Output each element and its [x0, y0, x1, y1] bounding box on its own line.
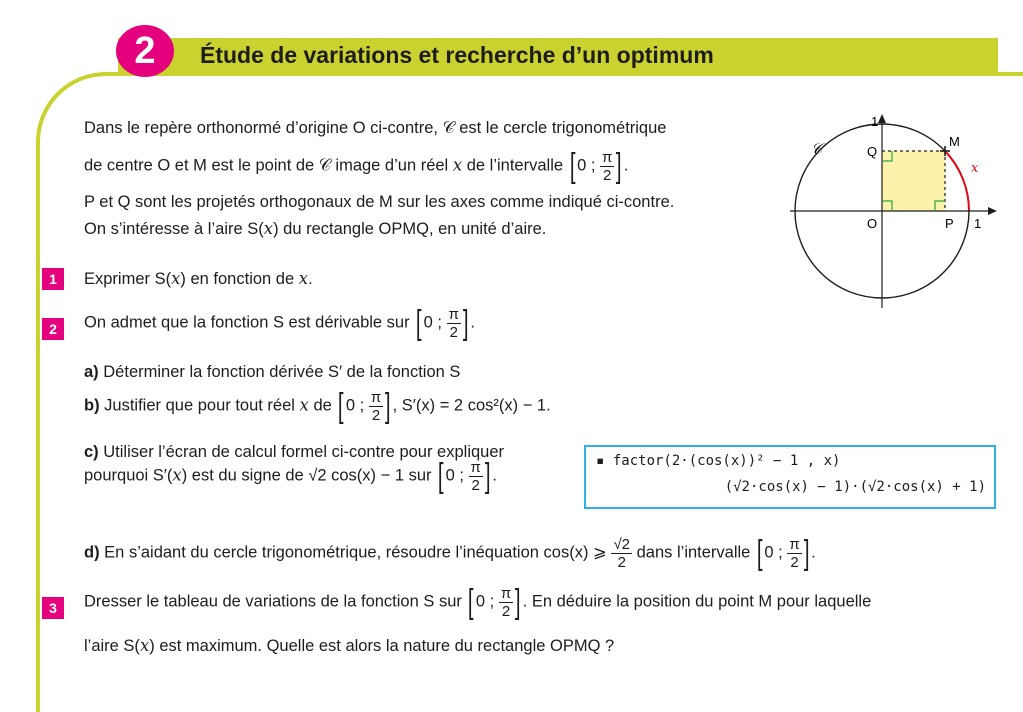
question-1-text: Exprimer S(x) en fonction de x.: [84, 269, 313, 288]
arc-x: [945, 151, 969, 211]
intro-line-1: Dans le repère orthonormé d’origine O ci-contre, 𝒞 est le cercle trigonométrique: [84, 119, 667, 137]
cas-input: ▪ factor(2·(cos(x))² − 1 , x): [596, 453, 841, 469]
label-1-x: 1: [974, 216, 982, 231]
question-2c-line-2: pourquoi S′(x) est du signe de √2 cos(x) − 1 sur [ 0 ; $\frac{\pi}{2}$ ] .: [84, 457, 497, 495]
question-3-line-1: Dresser le tableau de variations de la fonction S sur [ 0 ; $\frac{\pi}{2}$ ] . En déduire la position du point M pour laquelle: [84, 583, 872, 621]
trig-circle-figure: [785, 108, 1005, 318]
label-x-arc: x: [971, 161, 979, 176]
cas-screen: [584, 445, 996, 509]
question-3-badge: 3: [42, 597, 64, 619]
label-M: M: [949, 134, 960, 149]
label-O: O: [867, 216, 878, 231]
question-3-line-2: l’aire S(x) est maximum. Quelle est alors la nature du rectangle OPMQ ?: [84, 636, 615, 655]
label-Q: Q: [867, 144, 878, 159]
question-1-badge: 1: [42, 268, 64, 290]
intro-line-4: On s’intéresse à l’aire S(x) du rectangle OPMQ, en unité d’aire.: [84, 219, 547, 238]
y-axis-arrow: [878, 114, 886, 123]
question-2-intro: On admet que la fonction S est dérivable sur [ 0 ; $\frac{\pi}{2}$ ] .: [84, 304, 476, 342]
question-2b: b) Justifier que pour tout réel x de [ 0 ; $\frac{\pi}{2}$ ] , S′(x) = 2 cos²(x) − 1.: [84, 387, 551, 425]
question-2a: a) Déterminer la fonction dérivée S′ de la fonction S: [84, 363, 461, 381]
question-2-badge: 2: [42, 318, 64, 340]
label-1-y: 1: [871, 114, 879, 129]
label-P: P: [945, 216, 954, 231]
cas-output: (√2·cos(x) − 1)·(√2·cos(x) + 1): [724, 479, 986, 495]
intro-line-3: P et Q sont les projetés orthogonaux de M sur les axes comme indiqué ci-contre.: [84, 193, 675, 211]
exercise-number-badge: 2: [116, 25, 174, 77]
x-axis-arrow: [988, 207, 997, 215]
label-circle-C: 𝒞: [811, 140, 822, 158]
exercise-title: Étude de variations et recherche d’un optimum: [200, 42, 714, 68]
question-2d: d) En s’aidant du cercle trigonométrique, résoudre l’inéquation cos(x) ⩾ $\frac{√2}{2}$ dans l’intervalle [ 0 ; $\frac{\pi}{2}$ ] .: [84, 534, 816, 572]
question-2c-line-1: c) Utiliser l’écran de calcul formel ci-contre pour expliquer: [84, 443, 505, 461]
intro-line-2: de centre O et M est le point de 𝒞 image d’un réel x de l’intervalle [ 0 ; $\frac{\pi}{2}$ ] .: [84, 147, 629, 185]
